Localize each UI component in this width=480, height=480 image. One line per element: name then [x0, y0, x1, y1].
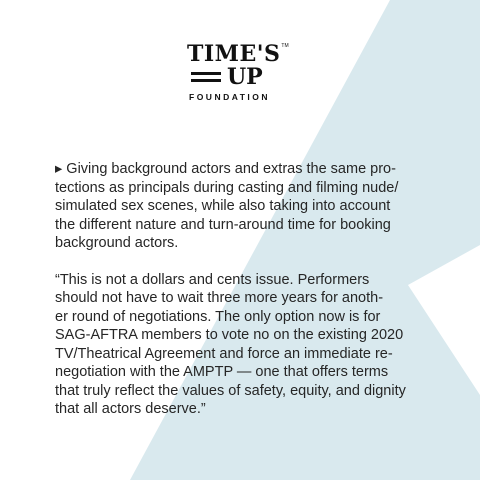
main-text: [55, 160, 445, 437]
quote-paragraph: [55, 271, 445, 419]
text-line: should not have to wait three more years for anoth-: [55, 290, 384, 306]
text-line: background actors.: [55, 235, 179, 251]
text-line: ▸ Giving background actors and extras the same pro-: [55, 161, 396, 177]
logo-foundation-text: FOUNDATION: [189, 92, 271, 102]
text-line: the different nature and turn-around time for booking: [55, 216, 391, 233]
text-line: TV/Theatrical Agreement and force an immediate re-: [55, 345, 393, 362]
text-line: tections as principals during casting and filming nude/: [55, 179, 399, 196]
text-line: simulated sex scenes, while also taking into account: [55, 198, 391, 214]
text-line: that truly reflect the values of safety, equity, and dignity: [55, 382, 406, 399]
logo-times-text: TIME'S: [187, 41, 281, 67]
logo-trademark: TM: [281, 43, 289, 49]
logo-stripes-icon: [191, 68, 221, 86]
bullet-paragraph: [55, 160, 445, 253]
text-line: “This is not a dollars and cents issue. Performers: [55, 271, 370, 288]
times-up-foundation-logo: [187, 43, 297, 102]
text-line: that all actors deserve.”: [55, 401, 206, 417]
text-line: negotiation with the AMPTP — one that offers terms: [55, 364, 389, 380]
logo-up-text: UP: [227, 64, 263, 90]
text-line: er round of negotiations. The only option now is for: [55, 308, 381, 325]
text-line: SAG-AFTRA members to vote no on the existing 2020: [55, 327, 404, 343]
